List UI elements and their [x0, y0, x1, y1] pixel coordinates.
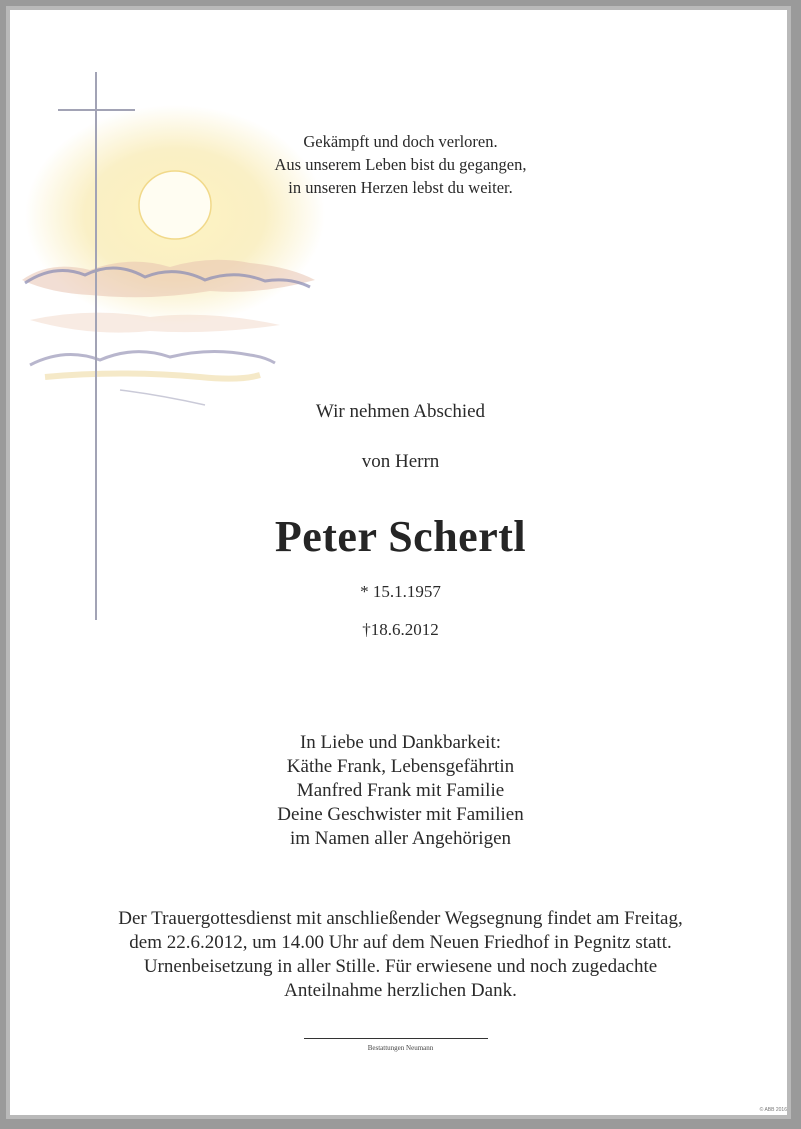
farewell-line: Wir nehmen Abschied [315, 401, 486, 422]
copyright-note: © ABB 2016 [759, 1107, 787, 1113]
signature-rule [304, 1038, 488, 1039]
service-line: dem 22.6.2012, um 14.00 Uhr auf dem Neuen Friedhof in Pegnitz statt. [129, 932, 672, 953]
service-line: Anteilnahme herzlichen Dank. [284, 980, 517, 1001]
undertaker-name: Bestattungen Neumann [367, 1044, 434, 1052]
mourner-line: In Liebe und Dankbarkeit: [299, 732, 501, 753]
salutation: von Herrn [361, 451, 440, 472]
service-line: Der Trauergottesdienst mit anschließender Wegsegnung findet am Freitag, [118, 908, 683, 929]
water-reflection [45, 374, 260, 379]
verse-line: in unseren Herzen lebst du weiter. [288, 178, 513, 197]
mourner-line: Deine Geschwister mit Familien [277, 804, 524, 825]
mourner-line: Manfred Frank mit Familie [296, 780, 505, 801]
mourners-list [0, 731, 801, 851]
lower-ridge [30, 351, 275, 365]
service-info [0, 907, 801, 1003]
verse [0, 130, 801, 199]
service-line: Urnenbeisetzung in aller Stille. Für erwiesene und noch zugedachte [143, 956, 658, 977]
mourner-line: im Namen aller Angehörigen [289, 828, 512, 849]
verse-line: Gekämpft und doch verloren. [303, 132, 498, 151]
death-date: †18.6.2012 [362, 620, 439, 639]
mourner-line: Käthe Frank, Lebensgefährtin [286, 756, 515, 777]
birth-date: * 15.1.1957 [360, 582, 441, 601]
verse-line: Aus unserem Leben bist du gegangen, [274, 155, 527, 174]
deceased-name: Peter Schertl [274, 512, 527, 561]
